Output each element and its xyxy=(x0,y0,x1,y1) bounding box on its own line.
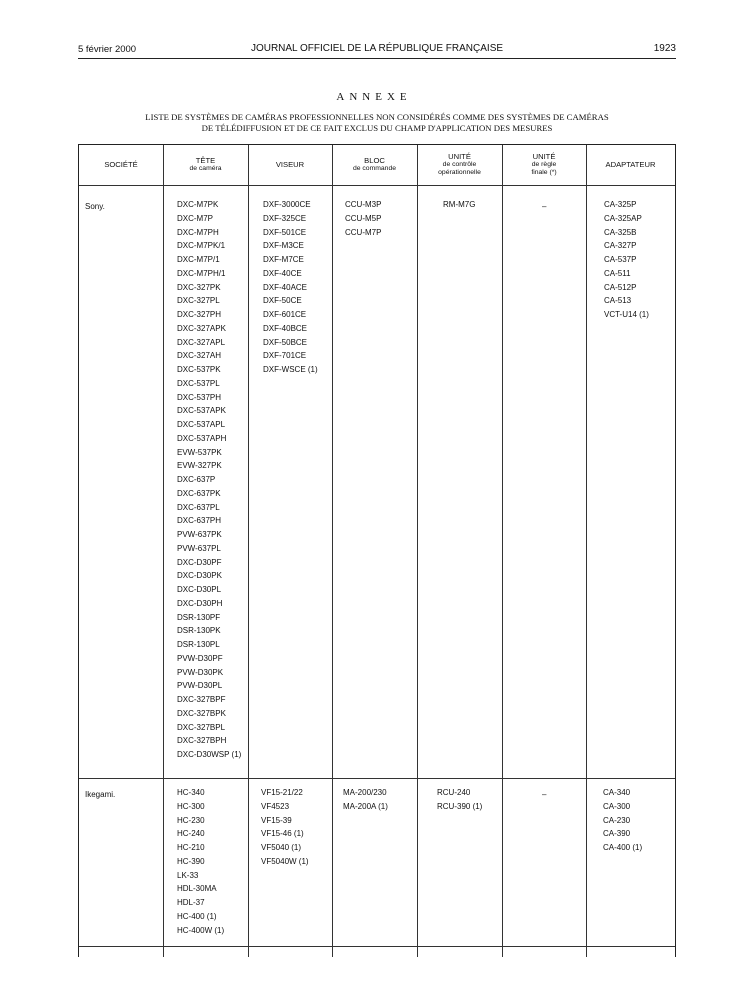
model-entry: CA-511 xyxy=(604,268,631,278)
model-entry: HC-400 (1) xyxy=(177,911,217,921)
model-entry: DXC-537APL xyxy=(177,420,226,429)
model-entry: VCT-U14 (1) xyxy=(604,310,649,319)
col-header-unite-regle: UNITÉ de règle finale (*) xyxy=(531,152,557,176)
model-entry: DXC-M7P xyxy=(177,213,214,223)
annexe-title: ANNEXE xyxy=(336,91,412,103)
model-entry: DXC-D30PL xyxy=(177,585,222,594)
model-entry: HC-390 xyxy=(177,856,205,866)
model-entry: DXC-327APL xyxy=(177,337,226,347)
model-entry: LK-33 xyxy=(177,870,199,880)
model-entry: HC-240 xyxy=(177,829,205,839)
model-entry: DXC-537APH xyxy=(177,433,227,443)
model-entry: DXC-537APK xyxy=(177,406,226,416)
company-sony: Sony. xyxy=(85,202,105,211)
model-entry: DXF-40BCE xyxy=(263,323,308,333)
model-entry: DXC-M7P/1 xyxy=(177,255,220,264)
col-header-tete: TÊTE de caméra xyxy=(189,156,222,172)
model-entry: CA-390 xyxy=(603,829,631,839)
column-divider xyxy=(586,145,587,957)
model-entry: DXF-M3CE xyxy=(263,241,304,251)
model-entry: DXC-637PH xyxy=(177,516,222,526)
model-entry: DXC-M7PK/1 xyxy=(177,241,226,251)
model-entry: CA-325AP xyxy=(604,213,642,223)
model-entry: DXF-WSCE (1) xyxy=(263,365,318,374)
model-entry: PVW-637PL xyxy=(177,543,221,553)
model-entry: CA-230 xyxy=(603,815,631,825)
subtitle-line-1: LISTE DE SYSTÈMES DE CAMÉRAS PROFESSIONNELLES NON CONSIDÉRÉS COMME DES SYSTÈMES DE CAMÉRAS xyxy=(145,112,609,122)
model-entry: CCU-M3P xyxy=(345,200,382,209)
model-entry: CA-340 xyxy=(603,788,631,797)
model-entry: CA-325P xyxy=(604,200,637,209)
model-entry: RCU-390 (1) xyxy=(437,801,483,811)
model-entry: DXC-D30WSP (1) xyxy=(177,750,242,759)
model-entry: DXF-40CE xyxy=(263,268,302,278)
model-entry: DSR-130PK xyxy=(177,626,221,636)
model-entry: DXF-50CE xyxy=(263,296,302,306)
model-entry: DXC-537PK xyxy=(177,365,221,374)
model-entry: DXC-537PL xyxy=(177,378,220,388)
model-entry: PVW-D30PK xyxy=(177,667,224,677)
model-entry: DXC-327PL xyxy=(177,296,220,306)
model-entry: CA-327P xyxy=(604,241,637,251)
model-entry: DXF-M7CE xyxy=(263,255,304,264)
model-entry: HDL-37 xyxy=(177,898,205,907)
sony-tete-list xyxy=(177,198,241,762)
col-header-unite-controle: UNITÉ de contrôle opérationnelle xyxy=(438,152,481,176)
model-entry: DXF-40ACE xyxy=(263,282,308,292)
model-entry: CA-325B xyxy=(604,227,637,237)
model-entry: DXC-327APK xyxy=(177,323,226,333)
model-entry: RCU-240 xyxy=(437,788,471,797)
sony-bloc-list xyxy=(345,198,381,239)
model-entry: DXC-M7PK xyxy=(177,200,219,209)
sony-viseur-list xyxy=(263,198,318,377)
model-entry: VF5040 (1) xyxy=(261,843,302,852)
model-entry: DXC-327BPF xyxy=(177,695,226,704)
model-entry: HC-210 xyxy=(177,843,205,852)
model-entry: DSR-130PL xyxy=(177,640,220,649)
ikegami-viseur-list xyxy=(261,786,309,869)
model-entry: DXC-327PK xyxy=(177,282,221,292)
model-entry: DXC-537PH xyxy=(177,392,222,402)
ikegami-bloc-list xyxy=(343,786,388,814)
model-entry: HC-230 xyxy=(177,815,205,825)
list-subtitle xyxy=(78,112,676,133)
row-divider xyxy=(79,778,675,779)
model-entry: VF15-46 (1) xyxy=(261,829,304,839)
ikegami-adaptateur-list xyxy=(603,786,642,855)
model-entry: CA-300 xyxy=(603,801,631,811)
sony-adaptateur-list xyxy=(604,198,649,322)
model-entry: DXC-327AH xyxy=(177,351,222,361)
model-entry: PVW-D30PF xyxy=(177,653,223,663)
column-divider xyxy=(417,145,418,957)
model-entry: DXC-D30PF xyxy=(177,557,222,567)
model-entry: DXF-601CE xyxy=(263,310,307,319)
model-entry: DXC-637PK xyxy=(177,488,221,498)
model-entry: CA-512P xyxy=(604,282,637,292)
model-entry: DXC-637P xyxy=(177,475,216,484)
model-entry: CA-537P xyxy=(604,255,637,264)
model-entry: DXC-327BPL xyxy=(177,722,226,732)
model-entry: DXC-327PH xyxy=(177,310,222,319)
model-entry: PVW-D30PL xyxy=(177,681,223,691)
header-journal-title: JOURNAL OFFICIEL DE LA RÉPUBLIQUE FRANÇAISE xyxy=(250,43,504,54)
column-divider xyxy=(248,145,249,957)
subtitle-line-2: DE TÉLÉDIFFUSION ET DE CE FAIT EXCLUS DU CHAMP D'APPLICATION DES MESURES xyxy=(201,122,553,133)
model-entry: VF4523 xyxy=(261,801,290,811)
model-entry: CA-513 xyxy=(604,296,632,306)
column-divider xyxy=(332,145,333,957)
model-entry: PVW-637PK xyxy=(177,530,222,539)
model-entry: CCU-M7P xyxy=(345,227,382,237)
model-entry: DXC-M7PH/1 xyxy=(177,268,226,278)
model-entry: CCU-M5P xyxy=(345,213,382,223)
col-header-viseur: VISEUR xyxy=(275,160,305,169)
model-entry: DSR-130PF xyxy=(177,612,221,622)
row-divider xyxy=(79,946,675,947)
col-header-adaptateur: ADAPTATEUR xyxy=(605,160,656,169)
model-entry: DXF-50BCE xyxy=(263,337,308,347)
model-entry: HC-400W (1) xyxy=(177,925,225,935)
sony-unite-regle: – xyxy=(542,202,547,211)
model-entry: CA-400 (1) xyxy=(603,843,643,852)
model-entry: RM-M7G xyxy=(443,200,476,209)
column-divider xyxy=(163,145,164,957)
model-entry: EVW-327PK xyxy=(177,461,222,471)
model-entry: DXC-327BPK xyxy=(177,708,226,718)
model-entry: VF15-21/22 xyxy=(261,788,303,797)
model-entry: DXF-701CE xyxy=(263,351,307,361)
ikegami-unite-regle: – xyxy=(542,790,547,799)
model-entry: DXF-325CE xyxy=(263,213,307,223)
cameras-table xyxy=(78,144,676,957)
model-entry: DXC-M7PH xyxy=(177,227,219,237)
model-entry: EVW-537PK xyxy=(177,447,222,457)
col-header-societe: SOCIÉTÉ xyxy=(104,160,138,169)
model-entry: HC-340 xyxy=(177,788,205,797)
header-page-number: 1923 xyxy=(653,43,676,54)
model-entry: DXC-D30PH xyxy=(177,598,223,608)
model-entry: MA-200/230 xyxy=(343,788,387,797)
model-entry: DXC-637PL xyxy=(177,502,220,512)
col-header-bloc: BLOC de commande xyxy=(352,156,397,172)
model-entry: DXC-327BPH xyxy=(177,736,227,746)
sony-unite-controle-list xyxy=(443,198,475,212)
ikegami-tete-list xyxy=(177,786,224,937)
model-entry: VF5040W (1) xyxy=(261,856,309,866)
model-entry: DXC-D30PK xyxy=(177,571,222,581)
model-entry: HC-300 xyxy=(177,801,205,811)
header-date: 5 février 2000 xyxy=(78,44,137,55)
model-entry: DXF-3000CE xyxy=(263,200,311,209)
header-rule xyxy=(79,185,675,186)
model-entry: HDL-30MA xyxy=(177,884,217,894)
model-entry: MA-200A (1) xyxy=(343,801,388,811)
company-ikegami: Ikegami. xyxy=(85,790,116,799)
column-divider xyxy=(502,145,503,957)
model-entry: DXF-501CE xyxy=(263,227,307,237)
ikegami-unite-controle-list xyxy=(437,786,482,814)
page-header xyxy=(78,42,676,59)
model-entry: VF15-39 xyxy=(261,815,292,825)
